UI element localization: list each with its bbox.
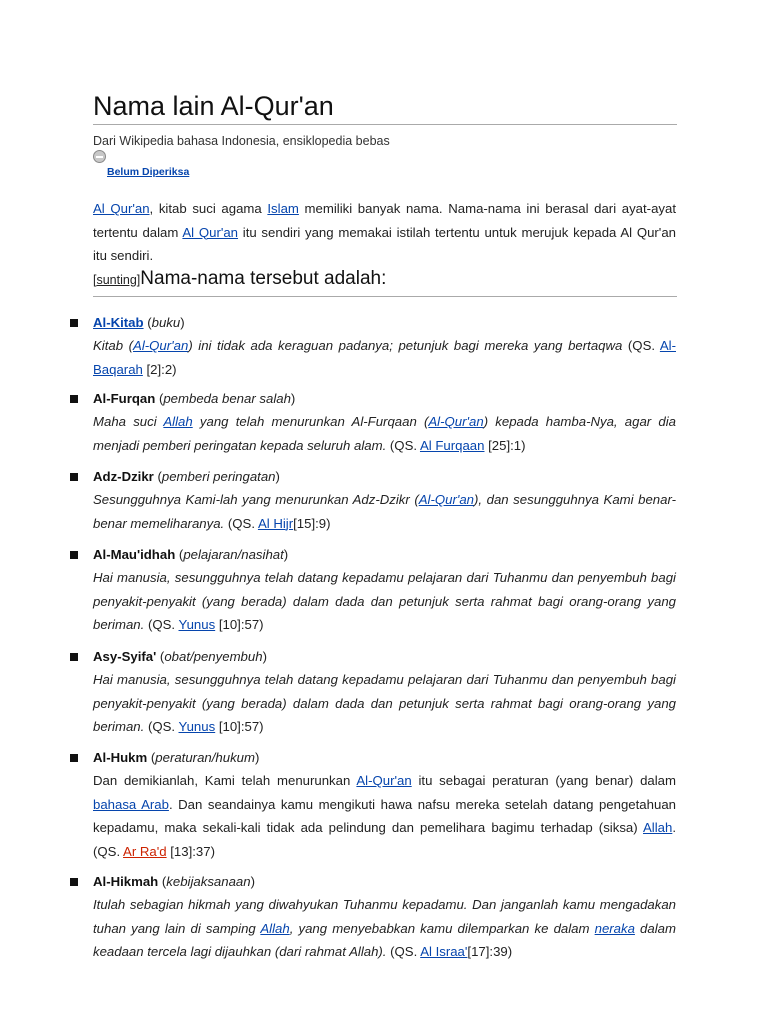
link-al-quran-2[interactable]: Al Qur'an [182,224,239,240]
page-subtitle: Dari Wikipedia bahasa Indonesia, ensiklopedia bebas [93,134,390,148]
link-allah[interactable]: Allah [260,920,290,936]
item-quote: Sesungguhnya Kami-lah yang menurunkan Adz-Dzikr (Al-Qur'an), dan sesungguhnya Kami benar-benar memeliharanya. (QS. Al Hijr[15]:9) [93,492,676,531]
link-al-quran[interactable]: Al-Qur'an [428,414,484,429]
link-surah[interactable]: Yunus [178,617,216,632]
link-surah[interactable]: Al Israa' [420,944,468,959]
item-quote: Kitab (Al-Qur'an) ini tidak ada keraguan padanya; petunjuk bagi mereka yang bertaqwa (QS. Al-Baqarah [2]:2) [93,338,676,377]
item-quote: Hai manusia, sesungguhnya telah datang kepadamu pelajaran dari Tuhanmu dan penyembuh bagi penyakit-penyakit (yang berada) dalam dada dan petunjuk serta rahmat bagi orang-orang yang beriman. (QS. Yunus [10]:57) [93,570,676,632]
item-quote: Maha suci Allah yang telah menurunkan Al-Furqaan (Al-Qur'an) kepada hamba-Nya, agar dia menjadi pemberi peringatan kepada seluruh alam. (QS. Al Furqaan [25]:1) [93,414,676,453]
item-quote: Itulah sebagian hikmah yang diwahyukan Tuhanmu kepadamu. Dan janganlah kamu mengadakan tuhan yang lain di samping Allah, yang menyebabkan kamu dilemparkan ke dalam neraka dalam keadaan tercela lagi dijauhkan (dari rahmat Allah). (QS. Al Israa'[17]:39) [93,897,676,959]
bullet-icon [70,473,78,481]
review-status-link[interactable]: Belum Diperiksa [107,166,190,178]
link-neraka[interactable]: neraka [594,920,635,936]
page-title: Nama lain Al-Qur'an [93,88,677,125]
link-surah[interactable]: Al-Baqarah [93,338,676,377]
bullet-icon [70,754,78,762]
bullet-icon [70,653,78,661]
section-heading: [sunting]Nama-nama tersebut adalah: [93,268,677,297]
intro-paragraph: Al Qur'an, kitab suci agama Islam memiliki banyak nama. Nama-nama ini berasal dari ayat-ayat tertentu dalam Al Qur'an itu sendiri yang memakai istilah tertentu untuk merujuk kepada Al Qur'an itu sendiri. [93,201,677,263]
link-al-quran[interactable]: Al-Qur'an [133,338,189,353]
link-islam[interactable]: Islam [267,201,299,216]
link-surah-red[interactable]: Ar Ra'd [123,843,167,859]
bullet-icon [70,551,78,559]
link-al-kitab[interactable]: Al-Kitab [93,315,144,330]
bullet-icon [70,319,78,327]
link-al-quran[interactable]: Al-Qur'an [356,773,412,788]
item-text: Dan demikianlah, Kami telah menurunkan Al-Qur'an itu sebagai peraturan (yang benar) dalam bahasa Arab. Dan seandainya kamu mengikuti hawa nafsu mereka setelah datang pengetahuan kepadamu, maka sekali-kali tidak ada pelindung dan pemelihara bagimu terhadap (siksa) Allah. (QS. Ar Ra'd [13]:37) [93,773,676,859]
bullet-icon [70,878,78,886]
link-al-quran[interactable]: Al Qur'an [93,201,150,216]
unchecked-icon [93,150,106,163]
link-bahasa-arab[interactable]: bahasa Arab [93,796,169,812]
article-page: Nama lain Al-Qur'an Dari Wikipedia bahasa Indonesia, ensiklopedia bebas Belum Diperiksa Al Qur'an, kitab suci agama Islam memiliki banyak nama. Nama-nama ini berasal dari ayat-ayat tertentu dalam Al Qur'an itu sendiri yang memakai istilah tertentu untuk merujuk kepada Al Qur'an itu sendiri. [sunting]Nama-nama tersebut adalah: Al-Kitab (buku) Kitab (Al-Qur'an) ini tidak ada keraguan padanya; petunjuk bagi mereka yang bertaqwa (QS. Al-Baqarah [2]:2) Al-Furqan (pembeda benar salah) Maha suci Allah yang telah menurunkan Al-Furqaan (Al-Qur'an) kepada hamba-Nya, agar dia menjadi pemberi peringatan kepada seluruh alam. (QS. Al Furqaan [25]:1) Adz-Dzikr (pemberi peringatan) Sesungguhnya Kami-lah yang menurunkan Adz-Dzikr (Al-Qur'an), dan sesungguhnya Kami benar-benar memeliharanya. (QS. Al Hijr[15]:9) Al-Mau'idhah (pelajaran/nasihat) Hai manusia, sesungguhnya telah datang kepadamu pelajaran dari Tuhanmu dan penyembuh bagi penyakit-penyakit (yang berada) dalam dada dan petunjuk serta rahmat bagi orang-orang yang beriman. (QS. Yunus [10]:57) Asy-Syifa' (obat/penyembuh) Hai manusia, sesungguhnya telah datang kepadamu pelajaran dari Tuhanmu dan penyembuh bagi penyakit-penyakit (yang berada) dalam dada dan petunjuk serta rahmat bagi orang-orang yang beriman. (QS. Yunus [10]:57) Al-Hukm (peraturan/hukum) Dan demikianlah, Kami telah menurunkan Al-Qur'an itu sebagai peraturan (yang benar) dalam bahasa Arab. Dan seandainya kamu mengikuti hawa nafsu mereka setelah datang pengetahuan kepadamu, maka sekali-kali tidak ada pelindung dan pemelihara bagimu terhadap (siksa) Allah. (QS. Ar Ra'd [13]:37) Al-Hikmah (kebijaksanaan) Itulah sebagian hikmah yang diwahyukan Tuhanmu kepadamu. Dan janganlah kamu mengadakan tuhan yang lain di samping Allah, yang menyebabkan kamu dilemparkan ke dalam neraka dalam keadaan tercela lagi dijauhkan (dari rahmat Allah). (QS. Al Israa'[17]:39) [0,0,768,1024]
link-surah[interactable]: Yunus [178,719,216,734]
section-title: Nama-nama tersebut adalah: [140,268,387,289]
edit-section-link[interactable]: sunting [96,273,137,287]
link-al-quran[interactable]: Al-Qur'an [418,492,475,507]
link-surah[interactable]: Al Furqaan [419,437,485,453]
link-surah[interactable]: Al Hijr [257,515,294,531]
link-allah[interactable]: Allah [163,414,193,429]
link-allah[interactable]: Allah [643,820,673,835]
item-quote: Hai manusia, sesungguhnya telah datang kepadamu pelajaran dari Tuhanmu dan penyembuh bagi penyakit-penyakit (yang berada) dalam dada dan petunjuk serta rahmat bagi orang-orang yang beriman. (QS. Yunus [10]:57) [93,672,676,734]
bullet-icon [70,395,78,403]
